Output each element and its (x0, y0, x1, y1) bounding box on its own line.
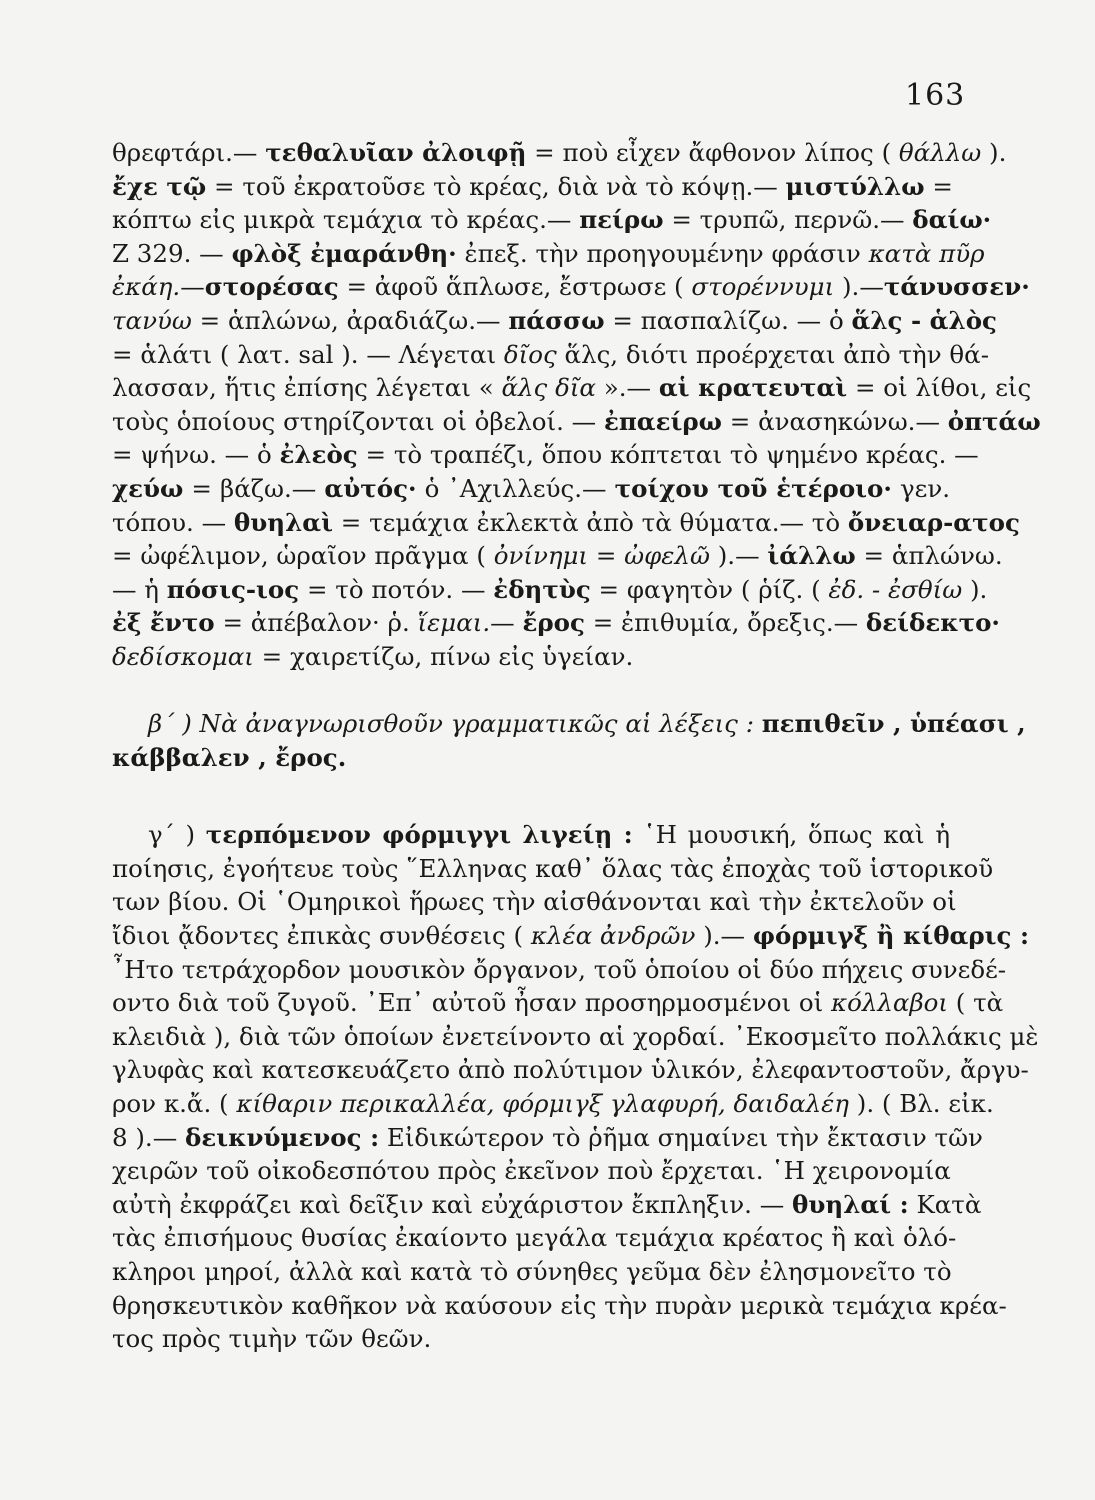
headword: πάσσω (508, 305, 605, 335)
text-line (112, 1188, 982, 1222)
headword: πείρω (579, 205, 664, 235)
text-run: οντο διὰ τοῦ ζυγοῦ. ᾿Επ᾿ αὐτοῦ ἦσαν προσηρμοσμένοι οἱ (112, 988, 832, 1018)
headword: τερπόμενον φόρμιγγι λιγείῃ : (205, 820, 633, 850)
text-run: κληροι μηροί, ἀλλὰ καὶ κατὰ τὸ σύνηθες γεῦμα δὲν ἐλησμονεῖτο τὸ (112, 1257, 952, 1286)
headword: τεθαλυῖαν ἀλοιφῇ (265, 138, 527, 167)
text-line (112, 1053, 1029, 1087)
text-run: κλειδιὰ ), διὰ τῶν ὁποίων ἐνετείνοντο αἱ χορδαί. ᾿Εκοσμεῖτο πολλάκις μὲ (112, 1021, 1039, 1051)
text-run: ὁ ᾿Αχιλλεύς.— (416, 473, 615, 503)
italic-term: κατὰ πῦρ (868, 238, 985, 268)
text-line (112, 1121, 983, 1155)
text-line (112, 1087, 994, 1121)
headword: στορέσας (204, 272, 339, 302)
text-run: = πασπαλίζω. — ὁ (604, 305, 852, 335)
italic-term: θάλλω (898, 138, 982, 167)
text-run: = ἁπλώνω. (855, 541, 1003, 571)
text-run: = ψήνω. — ὁ (112, 440, 280, 470)
headword: τοίχου τοῦ ἑτέροιο· (614, 473, 892, 503)
text-line (112, 405, 1041, 439)
text-line (112, 1289, 1007, 1323)
text-run: θρησκευτικὸν καθῆκον νὰ καύσουν εἰς τὴν πυρὰν μερικὰ τεμάχια κρέα- (112, 1290, 1007, 1320)
text-run: ).— (695, 921, 753, 951)
text-line (112, 852, 994, 886)
text-run: = ἀπέβαλον· ῥ. (214, 608, 418, 638)
glossary-paragraph (112, 136, 1041, 674)
text-run: τοὺς ὁποίους στηρίζονται οἱ ὀβελοί. — (112, 406, 604, 436)
text-line (112, 885, 957, 919)
headword: ἅλς - ἁλὸς (851, 305, 997, 335)
headword: ὄνειαρ-ατος (847, 507, 1020, 537)
headword: ἐδητὺς (493, 574, 591, 604)
italic-term: ἅλς δῖα (501, 373, 596, 403)
text-line (112, 539, 1003, 573)
text-run: — (490, 608, 523, 638)
text-line (112, 741, 950, 775)
headword: θυηλαὶ (233, 507, 333, 537)
text-run: ἐπεξ. τὴν προηγουμένην φράσιν (456, 238, 869, 268)
text-run: 8 ).— (112, 1122, 186, 1152)
headword: φόρμιγξ ἢ κίθαρις : (752, 921, 1030, 951)
text-run: ἅλς, διότι προέρχεται ἀπὸ τὴν θά- (556, 339, 989, 369)
text-line (112, 818, 950, 852)
headword: ἐξ ἔντο (112, 608, 215, 638)
text-run: ἴδιοι ᾄδοντες ἐπικὰς συνθέσεις ( (112, 921, 531, 951)
text-run: ποίησις, ἐγοήτευε τοὺς ῞Ελληνας καθ᾿ ὅλας τὰς ἐποχὰς τοῦ ἱστορικοῦ (112, 853, 994, 883)
italic-term: κλέα ἀνδρῶν (530, 921, 696, 951)
text-line (112, 919, 1030, 953)
text-run: = χαιρετίζω, πίνω εἰς ὑγείαν. (253, 641, 634, 671)
text-run: = ἁλάτι ( λατ. sal ). — Λέγεται (112, 339, 504, 369)
text-line (112, 707, 1026, 741)
italic-term: κίθαριν περικαλλέα, φόρμιγξ γλαφυρή, δαιδαλέη (236, 1089, 849, 1119)
text-line (112, 438, 979, 472)
text-run: χειρῶν τοῦ οἰκοδεσπότου πρὸς ἐκεῖνον ποὺ ἔρχεται. ῾Η χειρονομία (112, 1156, 951, 1186)
text-run: ).— (709, 541, 768, 571)
text-run: = ἁπλώνω, ἀραδιάζω.— (191, 305, 509, 335)
text-line (112, 304, 997, 338)
italic-term: τανύω (112, 305, 192, 335)
text-run: = τοῦ ἐκρατοῦσε τὸ κρέας, διὰ νὰ τὸ κόψῃ.— (206, 171, 786, 201)
headword: τάνυσσεν· (883, 272, 1030, 302)
text-run: = τεμάχια ἐκλεκτὰ ἀπὸ τὰ θύματα.— τὸ (332, 507, 848, 537)
italic-term: β΄ ) Νὰ ἀναγνωρισθοῦν γραμματικῶς αἱ λέξεις : (148, 709, 762, 739)
text-run: ( τὰ (947, 988, 1004, 1018)
headword: ἰάλλω (767, 541, 856, 571)
headword: πεπιθεῖν , ὑπέασι , (761, 709, 1026, 739)
text-line (112, 338, 989, 372)
text-run: — ἡ (112, 574, 167, 604)
headword: κάββαλεν , ἔρος. (112, 742, 347, 772)
headword: χεύω (112, 473, 184, 503)
text-run: — (180, 272, 205, 302)
italic-term: δεδίσκομαι (112, 641, 254, 671)
text-run: = (924, 171, 953, 201)
text-line (112, 1255, 950, 1289)
italic-term: ἐκάη. (112, 272, 181, 302)
text-run: = ἀνασηκώνω.— (722, 406, 948, 436)
headword: φλὸξ ἐμαράνθη· (231, 238, 457, 268)
headword: μιστύλλω (785, 171, 925, 201)
text-line (112, 640, 950, 674)
text-run: τος πρὸς τιμὴν τῶν θεῶν. (112, 1324, 432, 1354)
headword: ἔρος (522, 608, 585, 638)
headword: αἱ κρατευταὶ (658, 373, 848, 403)
text-line (112, 203, 992, 237)
text-run: = βάζω.— (183, 473, 325, 503)
headword: ἐλεὸς (279, 440, 358, 470)
text-line (112, 606, 1000, 640)
italic-term: κόλλαβοι (831, 988, 948, 1018)
headword: ὀπτάω (947, 406, 1041, 436)
text-run: = ἐπιθυμία, ὄρεξις.— (584, 608, 866, 638)
text-line (112, 573, 988, 607)
text-line (112, 1221, 957, 1255)
text-run: ). ( Βλ. εἰκ. (849, 1089, 994, 1119)
text-line (112, 1020, 1039, 1054)
text-run: τὰς ἐπισήμους θυσίας ἐκαίοντο μεγάλα τεμάχια κρέατος ἢ καὶ ὁλό- (112, 1223, 957, 1253)
text-run: = οἱ λίθοι, εἰς (847, 373, 1032, 403)
italic-term: δῖος (503, 339, 557, 369)
text-run: = φαγητὸν ( ῥίζ. ( (590, 574, 829, 604)
headword: δείδεκτο· (865, 608, 1000, 638)
headword: δαίω· (912, 205, 992, 235)
text-line (112, 270, 1030, 304)
italic-term: ἐδ. - ἐσθίω (828, 574, 963, 604)
text-run: των βίου. Οἱ ῾Ομηρικοὶ ἥρωες τὴν αἰσθάνονται καὶ τὴν ἐκτελοῦν οἱ (112, 887, 957, 917)
text-run: ».— (595, 373, 659, 403)
page-number: 163 (905, 78, 966, 113)
text-line (112, 170, 953, 204)
text-run: = τρυπῶ, περνῶ.— (663, 205, 913, 235)
text-line (112, 472, 950, 506)
text-run: κόπτω εἰς μικρὰ τεμάχια τὸ κρέας.— (112, 205, 580, 235)
text-run: ῾Η μουσική, ὅπως καὶ ἡ (632, 820, 951, 850)
text-line (112, 136, 1007, 170)
text-run: γ΄ ) (148, 820, 206, 850)
text-run: ). (981, 138, 1007, 167)
italic-term: στορέννυμι (691, 272, 835, 302)
text-run: Κατὰ (908, 1189, 982, 1219)
text-run: = τὸ τραπέζι, ὅπου κόπτεται τὸ ψημένο κρέας. — (357, 440, 979, 470)
text-line (112, 1154, 950, 1188)
commentary-paragraph (112, 818, 1039, 1356)
text-line (112, 371, 1032, 405)
text-line (112, 953, 1007, 987)
text-run: = ποὺ εἶχεν ἄφθονον λίπος ( (526, 138, 899, 167)
text-run: αὐτὴ ἐκφράζει καὶ δεῖξιν καὶ εὐχάριστον ἔκπληξιν. — (112, 1189, 793, 1219)
headword: ἔχε τῷ (112, 171, 207, 201)
text-run: θρεφτάρι.— (112, 138, 266, 167)
text-run: γλυφὰς καὶ κατεσκευάζετο ἀπὸ πολύτιμον ὑλικόν, ἐλεφαντοστοῦν, ἄργυ- (112, 1055, 1029, 1085)
italic-term: ὀνίνημι = ὠφελῶ (493, 541, 710, 571)
headword: θυηλαί : (792, 1189, 909, 1219)
headword: αὐτός· (324, 473, 417, 503)
text-run: τόπου. — (112, 507, 234, 537)
text-line (112, 506, 1020, 540)
headword: πόσις-ιος (166, 574, 300, 604)
text-run: λασσαν, ἥτις ἐπίσης λέγεται « (112, 373, 502, 403)
headword: ἐπαείρω (603, 406, 723, 436)
text-line (112, 1322, 950, 1356)
text-run: = ἀφοῦ ἅπλωσε, ἔστρωσε ( (338, 272, 692, 302)
italic-term: ἵεμαι. (417, 608, 491, 638)
page-text (112, 136, 1041, 1356)
text-run: = τὸ ποτόν. — (299, 574, 494, 604)
text-run: ῏Ητο τετράχορδον μουσικὸν ὄργανον, τοῦ ὁποίου οἱ δύο πήχεις συνεδέ- (112, 954, 1007, 984)
text-run: γεν. (891, 473, 950, 503)
text-line (112, 986, 1004, 1020)
headword: δεικνύμενος : (185, 1122, 380, 1152)
text-run: Ζ 329. — (112, 238, 232, 268)
text-run: = ὠφέλιμον, ὡραῖον πρᾶγμα ( (112, 541, 494, 571)
grammar-exercise-paragraph (112, 707, 1026, 774)
text-run: ). (962, 574, 988, 604)
text-run: Εἰδικώτερον τὸ ῥῆμα σημαίνει τὴν ἔκτασιν τῶν (379, 1122, 983, 1152)
text-run: ).— (834, 272, 884, 302)
text-line (112, 237, 985, 271)
text-run: ρον κ.ἄ. ( (112, 1089, 237, 1119)
